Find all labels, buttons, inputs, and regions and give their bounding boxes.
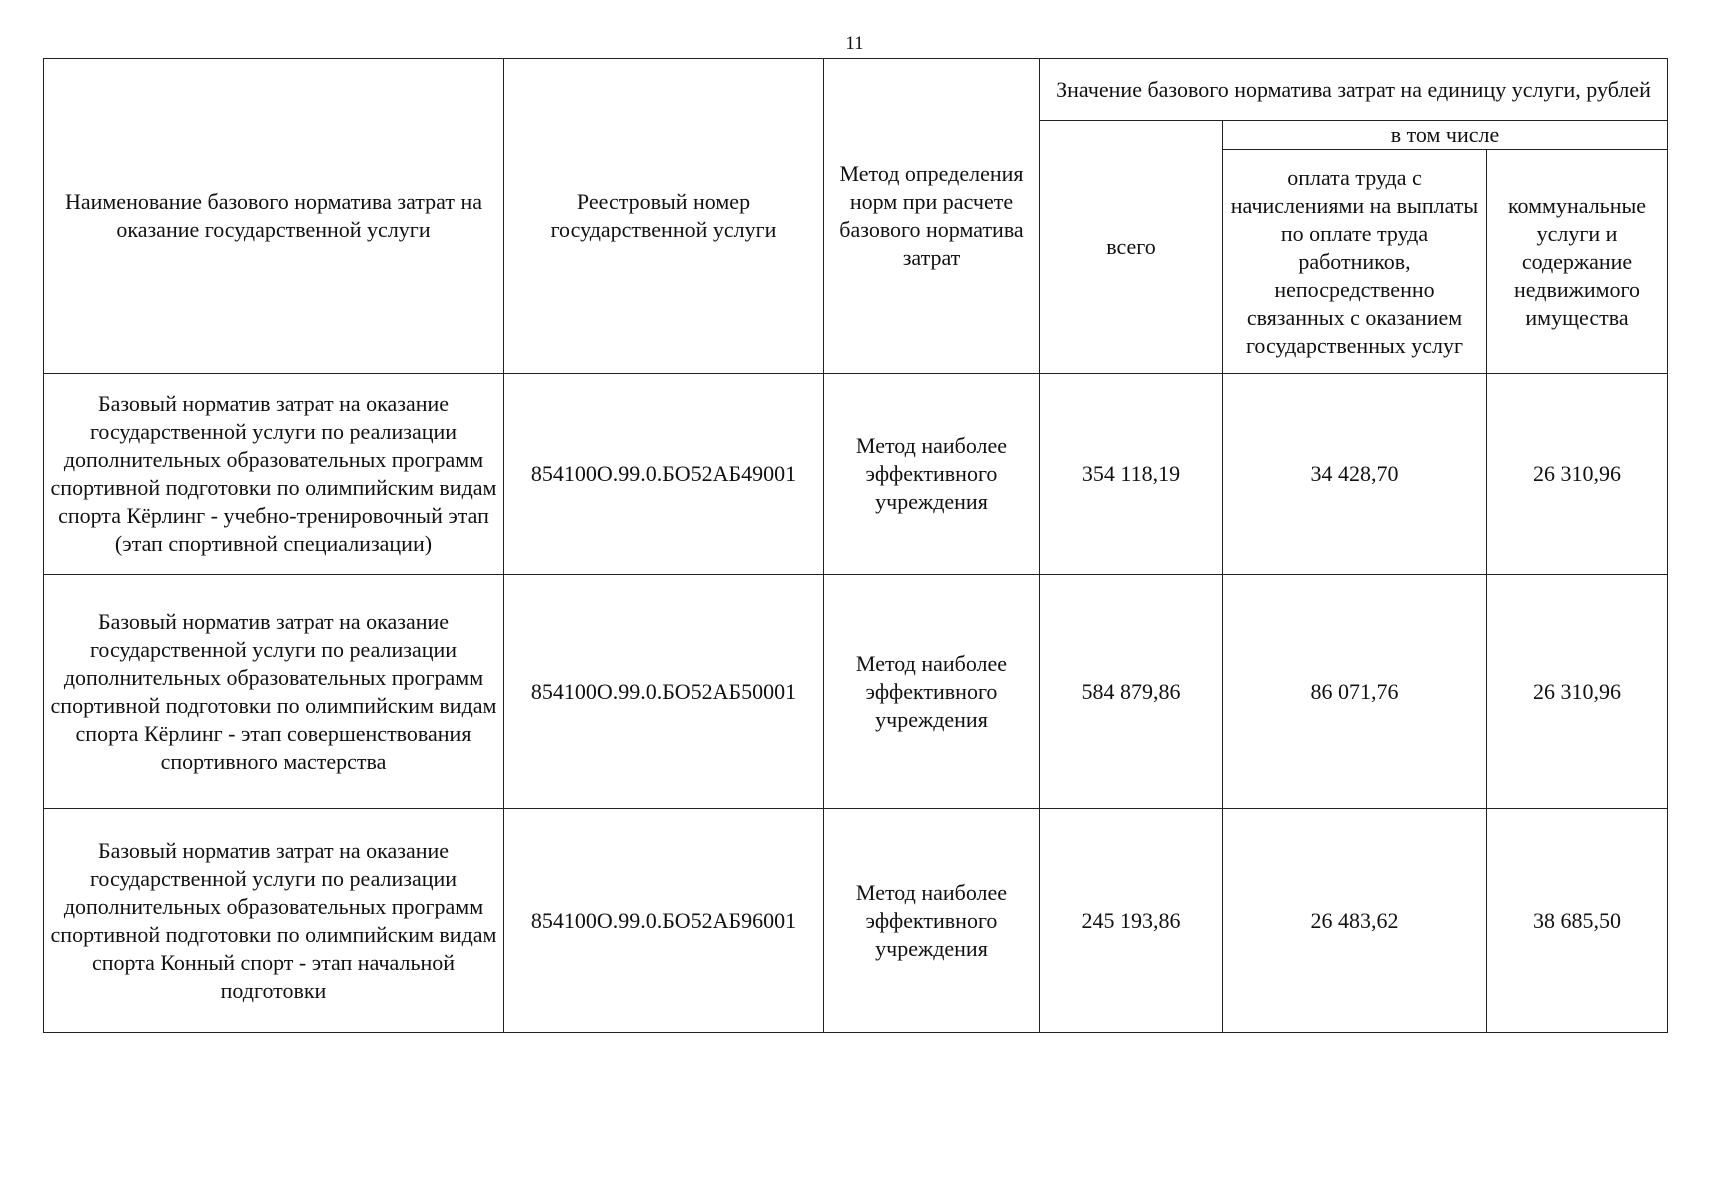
row-name: Базовый норматив затрат на оказание государственной услуги по реализации дополнительных образовательных программ спортивной подготовки по олимпийским видам спорта Кёрлинг - этап совершенствования спортивного мастерства (44, 575, 504, 809)
table-row (44, 575, 1668, 809)
row-name: Базовый норматив затрат на оказание государственной услуги по реализации дополнительных образовательных программ спортивной подготовки по олимпийским видам спорта Конный спорт - этап начальной подготовки (44, 809, 504, 1033)
row-registry: 854100О.99.0.БО52АБ50001 (504, 575, 824, 809)
row-registry: 854100О.99.0.БО52АБ49001 (504, 374, 824, 575)
header-name: Наименование базового норматива затрат на оказание государственной услуги (44, 59, 504, 374)
row-method: Метод наиболее эффективного учреждения (824, 374, 1040, 575)
row-total: 354 118,19 (1040, 374, 1223, 575)
header-total: всего (1040, 121, 1223, 374)
row-total: 584 879,86 (1040, 575, 1223, 809)
header-registry: Реестровый номер государственной услуги (504, 59, 824, 374)
header-utilities: коммунальные услуги и содержание недвижимого имущества (1487, 150, 1668, 374)
row-method: Метод наиболее эффективного учреждения (824, 809, 1040, 1033)
row-utilities: 26 310,96 (1487, 374, 1668, 575)
table-row (44, 374, 1668, 575)
row-labor: 86 071,76 (1223, 575, 1487, 809)
cost-norms-table (43, 58, 1668, 1033)
row-registry: 854100О.99.0.БО52АБ96001 (504, 809, 824, 1033)
header-method: Метод определения норм при расчете базового норматива затрат (824, 59, 1040, 374)
row-labor: 26 483,62 (1223, 809, 1487, 1033)
header-including: в том числе (1223, 121, 1668, 150)
header-row-1 (44, 59, 1668, 121)
row-total: 245 193,86 (1040, 809, 1223, 1033)
header-value-group: Значение базового норматива затрат на единицу услуги, рублей (1040, 59, 1668, 121)
header-labor: оплата труда с начислениями на выплаты по оплате труда работников, непосредственно связанных с оказанием государственных услуг (1223, 150, 1487, 374)
row-name: Базовый норматив затрат на оказание государственной услуги по реализации дополнительных образовательных программ спортивной подготовки по олимпийским видам спорта Кёрлинг - учебно-тренировочный этап (этап спортивной специализации) (44, 374, 504, 575)
table-row (44, 809, 1668, 1033)
row-utilities: 38 685,50 (1487, 809, 1668, 1033)
row-labor: 34 428,70 (1223, 374, 1487, 575)
page-number: 11 (845, 33, 864, 54)
row-method: Метод наиболее эффективного учреждения (824, 575, 1040, 809)
row-utilities: 26 310,96 (1487, 575, 1668, 809)
